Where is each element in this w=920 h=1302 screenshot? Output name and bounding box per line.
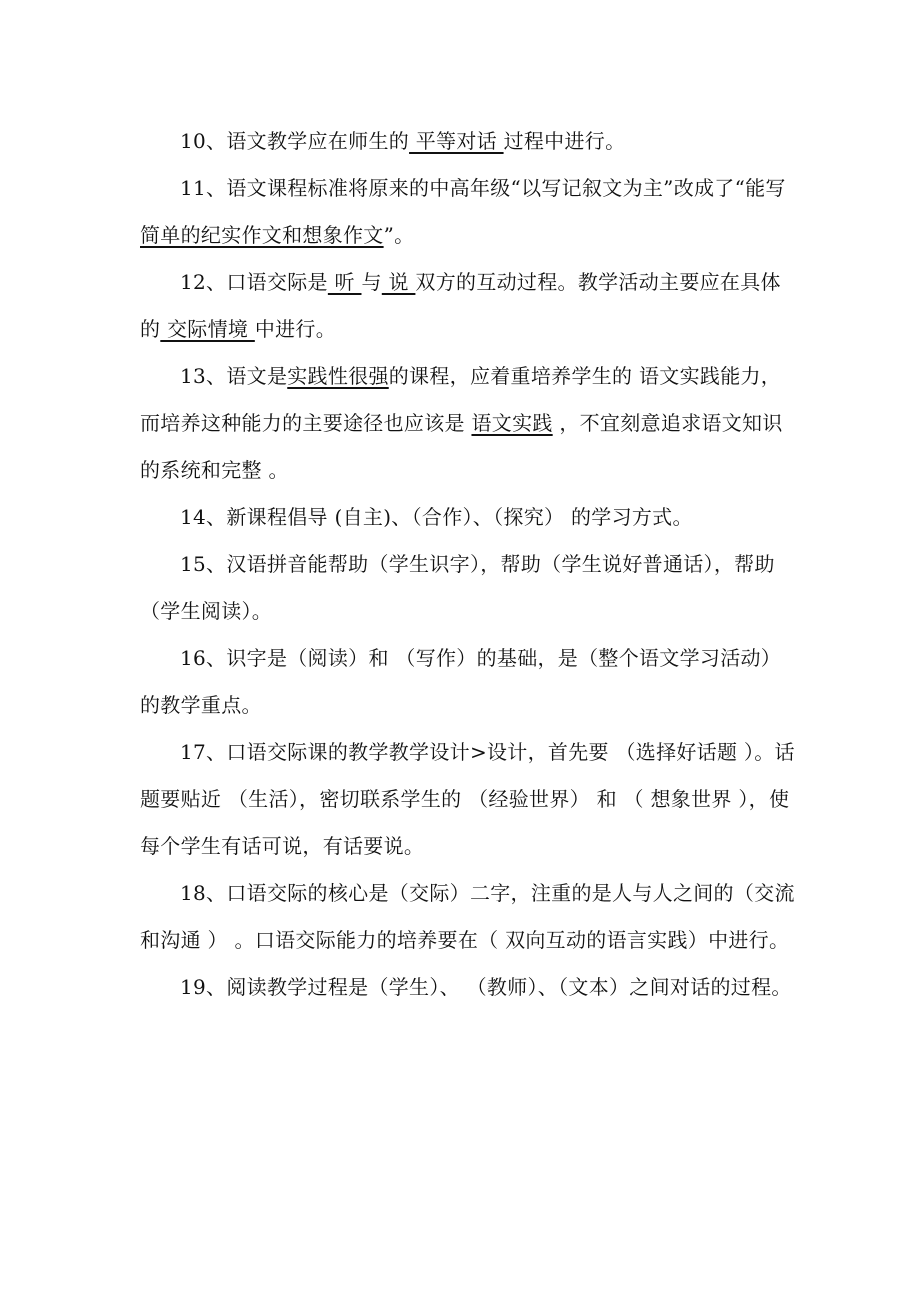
question-text: ”。 bbox=[383, 223, 415, 247]
answer-blank: 实践性很强 bbox=[287, 364, 389, 388]
answer-blank: 说 bbox=[381, 270, 416, 294]
answer-blank: 简单的纪实作文和想象作文 bbox=[140, 223, 384, 247]
question-text: 的课程，应着重培养学生的 语文实践能力，而培养这种能力的主要途径也应该是 bbox=[140, 364, 782, 435]
question-item bbox=[140, 964, 800, 1011]
question-text: ，不宜刻意追求语文知识的系统和完整 。 bbox=[140, 411, 783, 482]
question-item bbox=[140, 494, 800, 541]
question-item bbox=[140, 165, 800, 259]
question-text: 11、语文课程标准将原来的中高年级“以写记叙文为主”改成了“能写 bbox=[180, 176, 786, 200]
question-item bbox=[140, 541, 800, 635]
question-text: 14、新课程倡导 (自主)、（合作）、（探究） 的学习方式。 bbox=[180, 505, 693, 529]
question-text: 与 bbox=[361, 270, 382, 294]
question-item bbox=[140, 729, 800, 870]
question-text: 16、识字是（阅读）和 （写作）的基础，是（整个语文学习活动）的教学重点。 bbox=[140, 646, 782, 717]
question-text: 15、汉语拼音能帮助（学生识字），帮助（学生说好普通话），帮助（学生阅读）。 bbox=[140, 552, 775, 623]
question-text: 中进行。 bbox=[254, 317, 337, 341]
question-list bbox=[140, 118, 800, 1011]
question-item bbox=[140, 118, 800, 165]
question-text: 18、口语交际的核心是（交际）二字，注重的是人与人之间的（交流和沟通 ） 。口语交际能力的培养要在（ 双向互动的语言实践）中进行。 bbox=[140, 881, 795, 952]
question-text: 10、语文教学应在师生的 bbox=[180, 129, 410, 153]
question-item bbox=[140, 635, 800, 729]
question-text: 双方的互动过程。教学活动主要应在具体的 bbox=[140, 270, 781, 341]
question-item bbox=[140, 870, 800, 964]
question-item bbox=[140, 353, 800, 494]
question-text: 17、口语交际课的教学教学设计>设计，首先要 （选择好话题 ）。话题要贴近 （生活），密切联系学生的 （经验世界） 和 （ 想象世界 ），使每个学生有话可说，有话要说。 bbox=[140, 740, 795, 858]
question-text: 13、语文是 bbox=[180, 364, 288, 388]
question-text: 19、阅读教学过程是（学生）、 （教师）、（文本）之间对话的过程。 bbox=[180, 975, 792, 999]
answer-blank: 语文实践 bbox=[471, 411, 553, 435]
question-text: 过程中进行。 bbox=[503, 129, 626, 153]
question-item bbox=[140, 259, 800, 353]
answer-blank: 听 bbox=[327, 270, 362, 294]
question-text: 12、口语交际是 bbox=[180, 270, 328, 294]
answer-blank: 平等对话 bbox=[409, 129, 504, 153]
answer-blank: 交际情境 bbox=[160, 317, 255, 341]
